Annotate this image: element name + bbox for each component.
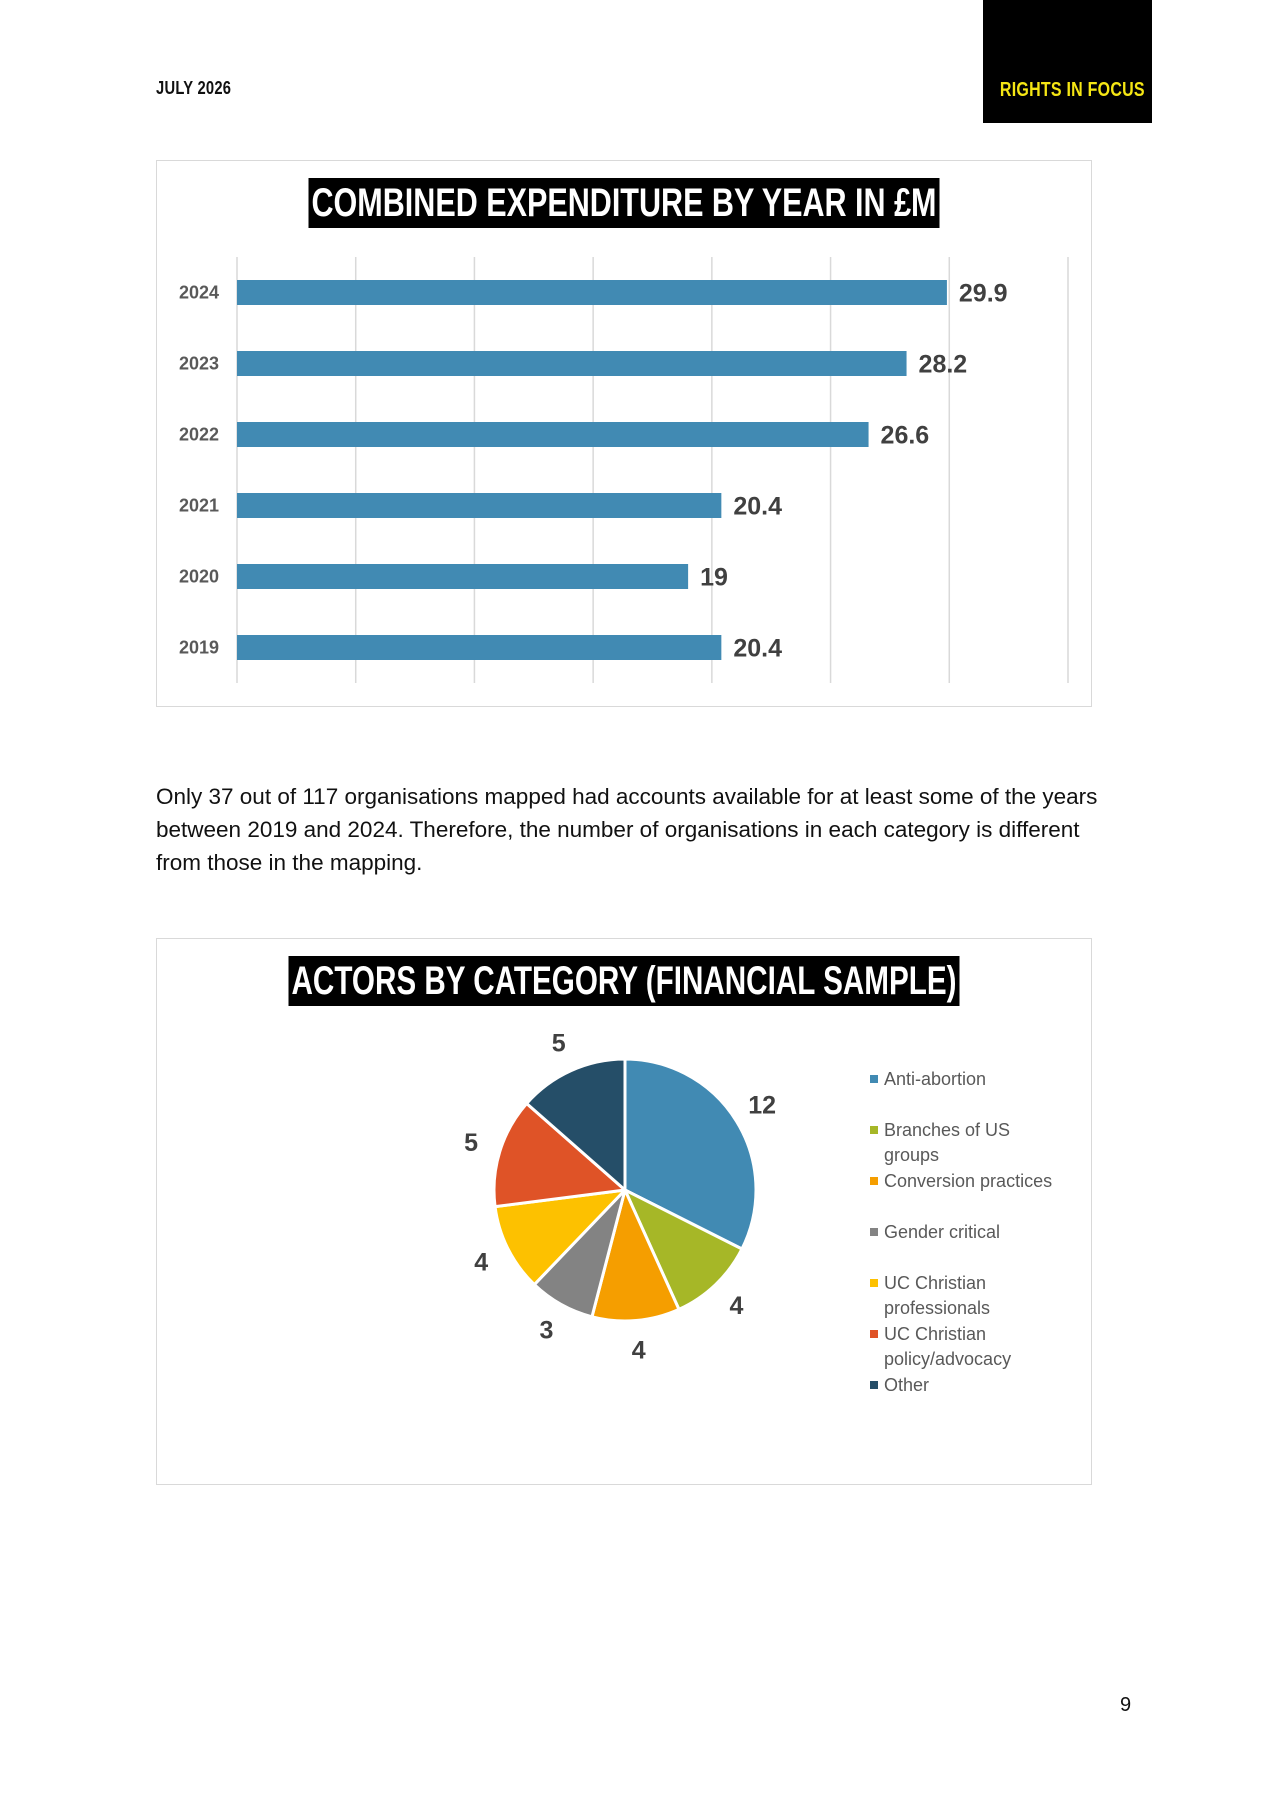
legend-swatch [870,1381,878,1389]
expenditure-bar-chart [156,160,1092,707]
y-tick-label: 2019 [178,637,219,658]
legend-label: UC Christian [884,1324,987,1344]
header-date: JULY 2026 [156,78,232,98]
legend-label: groups [884,1145,940,1165]
pie-data-label: 5 [551,1029,566,1058]
legend-label: Branches of US [884,1120,1011,1140]
y-tick-label: 2020 [178,566,219,587]
legend-label: Gender critical [884,1222,1001,1242]
legend-swatch [870,1228,878,1236]
pie-slices [494,1059,756,1321]
chart-title-group [289,956,960,1006]
bar [237,564,688,589]
bar-data-label: 29.9 [958,279,1008,308]
pie-data-label: 12 [748,1091,777,1120]
legend-swatch [870,1177,878,1185]
bar-data-label: 28.2 [918,350,968,379]
pie-data-label: 4 [729,1292,744,1321]
legend [870,1069,1052,1395]
pie-data-label: 3 [539,1316,554,1345]
actors-pie-chart [156,938,1092,1485]
legend-swatch [870,1075,878,1083]
y-tick-label: 2021 [178,495,219,516]
bar-data-label: 20.4 [733,492,783,521]
bar [237,635,721,660]
brand-name: RIGHTS IN FOCUS [999,79,1145,101]
chart-title: ACTORS BY CATEGORY (FINANCIAL SAMPLE) [291,959,957,1003]
page-number: 9 [1120,1694,1132,1716]
y-tick-label: 2023 [178,353,219,374]
legend-label: Conversion practices [884,1171,1053,1191]
pie-data-label: 4 [631,1336,646,1365]
pie-data-label: 5 [464,1128,479,1157]
legend-label: Other [884,1375,930,1395]
legend-swatch [870,1279,878,1287]
brand-box [983,0,1152,123]
legend-label: Anti-abortion [884,1069,987,1089]
bar [237,351,907,376]
bar [237,280,947,305]
bar-data-label: 26.6 [880,421,930,450]
body-paragraph: Only 37 out of 117 organisations mapped had accounts available for at least some of the years between 2019 and 2024. Therefore, the number of organisations in each category is different from those in the mapping. [156,784,1098,875]
gridlines [237,257,1068,683]
bar-data-label: 19 [700,563,728,592]
bar-data-label: 20.4 [733,634,783,663]
expenditure-bar-svg [157,161,1091,706]
legend-label: professionals [884,1298,991,1318]
y-tick-label: 2024 [178,282,219,303]
chart-title: COMBINED EXPENDITURE BY YEAR IN £M [311,181,937,225]
bar [237,422,869,447]
bar [237,493,721,518]
legend-label: policy/advocacy [884,1349,1012,1369]
legend-swatch [870,1330,878,1338]
pie-data-label: 4 [474,1248,489,1277]
legend-swatch [870,1126,878,1134]
actors-pie-svg [157,939,1091,1484]
chart-title-group [309,178,940,228]
y-tick-label: 2022 [178,424,219,445]
legend-label: UC Christian [884,1273,987,1293]
